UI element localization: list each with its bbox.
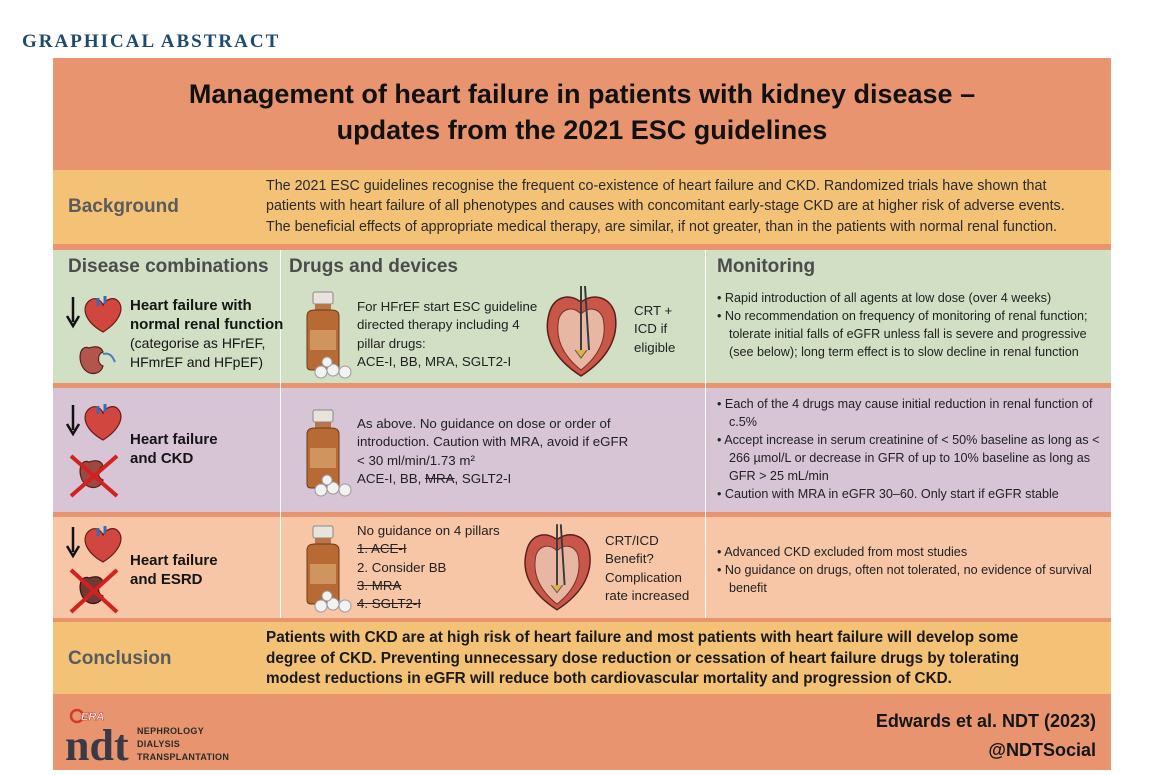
journal-name-line: TRANSPLANTATION: [137, 752, 230, 762]
condition-line: Heart failure with: [130, 297, 252, 314]
monitoring-item: • Caution with MRA in eGFR 30–60. Only start if eGFR stable: [717, 485, 1102, 503]
drug-item: 2. Consider BB: [357, 559, 447, 575]
ndt-wordmark: ndt: [65, 721, 129, 764]
heart-kidney-failed-icon: [65, 522, 125, 614]
condition-subtext: HFmrEF and HFpEF): [130, 354, 264, 370]
graphical-abstract-label: GRAPHICAL ABSTRACT: [22, 31, 281, 52]
heart-kidney-icon: [65, 292, 125, 378]
monitoring-list-esrd: [717, 543, 1102, 597]
drug-line: No guidance on 4 pillars: [357, 523, 500, 538]
journal-name-line: NEPHROLOGY: [137, 726, 205, 736]
drug-line: As above. No guidance on dose or order of: [357, 416, 611, 431]
drug-line: directed therapy including 4: [357, 317, 520, 333]
drug-struck-text: MRA: [424, 470, 455, 486]
condition-line: and CKD: [130, 450, 194, 467]
condition-line: normal renal function: [130, 316, 284, 333]
condition-hf-ckd: [130, 430, 218, 468]
title-line-1: Management of heart failure in patients with kidney disease –: [188, 79, 976, 109]
drug-text-part: , SGLT2-I: [454, 470, 512, 486]
background-line: patients with heart failure of all phenotypes and causes with concomitant early-stage CKD are at higher risk of adverse events.: [266, 198, 1065, 215]
monitoring-list-ckd: [717, 395, 1102, 504]
monitoring-item: • Each of the 4 drugs may cause initial reduction in renal function of c.5%: [717, 395, 1102, 431]
drug-line: pillar drugs:: [357, 335, 426, 351]
footer: [53, 698, 1111, 770]
heart-kidney-crossed-icon: [65, 400, 125, 498]
background-section: [53, 170, 1111, 244]
drug-guidance-normal: [357, 298, 537, 371]
column-header-disease: Disease combinations: [68, 256, 269, 277]
title-line-2: updates from the 2021 ESC guidelines: [336, 115, 828, 145]
device-line: CRT/ICD: [605, 533, 659, 548]
drug-line: For HFrEF start ESC guideline: [357, 299, 538, 314]
condition-hf-normal: [130, 296, 283, 372]
monitoring-item: • No recommendation on frequency of monitoring of renal function; tolerate initial falls of eGFR unless fall is severe and progressive (see below); long term effect is to slow decline in renal function: [717, 307, 1102, 361]
device-guidance-esrd: [605, 532, 689, 605]
monitoring-item: • Accept increase in serum creatinine of < 50% baseline as long as < 266 µmol/L or decrease in GFR of up to 10% baseline as long as GFR > 25 mL/min: [717, 431, 1102, 485]
social-handle[interactable]: @NDTSocial: [988, 740, 1096, 760]
conclusion-section: [53, 622, 1111, 694]
drug-text-part: ACE-I, BB,: [357, 470, 425, 486]
background-line: The 2021 ESC guidelines recognise the frequent co-existence of heart failure and CKD. Randomized trials have shown that: [266, 178, 1047, 194]
conclusion-label: Conclusion: [68, 648, 172, 669]
background-label: Background: [68, 196, 179, 217]
column-header-monitoring: Monitoring: [717, 256, 816, 277]
drug-line: < 30 ml/min/1.73 m²: [357, 452, 475, 468]
monitoring-item: • Advanced CKD excluded from most studies: [717, 543, 1102, 561]
journal-name-line: DIALYSIS: [137, 739, 181, 749]
drug-struck-item: 3. MRA: [357, 577, 402, 593]
medicine-bottle-icon: [299, 524, 355, 614]
device-line: Complication: [605, 569, 682, 585]
era-wordmark: ERA: [81, 711, 105, 723]
drug-guidance-ckd: [357, 415, 628, 488]
drug-struck-item: 1. ACE-I: [357, 541, 407, 557]
column-divider: [705, 250, 706, 618]
device-line: CRT +: [634, 303, 673, 318]
device-line: ICD if: [634, 321, 668, 337]
heart-device-icon: [519, 522, 595, 614]
conclusion-line: modest reductions in eGFR will reduce both cardiovascular mortality and progression of CKD.: [266, 670, 952, 687]
drug-line: [357, 470, 628, 488]
column-header-drugs: Drugs and devices: [289, 256, 458, 277]
drug-line: ACE-I, BB, MRA, SGLT2-I: [357, 353, 512, 369]
citation: Edwards et al. NDT (2023): [875, 711, 1096, 731]
device-line: eligible: [634, 339, 676, 355]
condition-hf-esrd: [130, 551, 218, 589]
device-guidance-normal: [634, 302, 675, 357]
device-line: Benefit?: [605, 551, 654, 567]
conclusion-text: [266, 628, 1096, 690]
background-line: The beneficial effects of appropriate medical therapy, are similar, if not greater, than in the patients with normal renal function.: [266, 218, 1057, 235]
title-block: [53, 58, 1111, 166]
drug-struck-item: 4. SGLT2-I: [357, 596, 422, 612]
conclusion-line: Patients with CKD are at high risk of heart failure and most patients with heart failure will develop some: [266, 629, 1019, 646]
drug-line: introduction. Caution with MRA, avoid if eGFR: [357, 434, 629, 450]
monitoring-item: • Rapid introduction of all agents at low dose (over 4 weeks): [717, 289, 1102, 307]
heart-device-icon: [541, 284, 621, 380]
monitoring-list-normal: [717, 289, 1102, 361]
drug-guidance-esrd: [357, 522, 500, 613]
condition-line: Heart failure: [130, 552, 218, 569]
condition-subtext: (categorise as HFrEF,: [130, 335, 266, 351]
abstract-card: [53, 58, 1111, 770]
background-text: [266, 176, 1101, 237]
monitoring-item: • No guidance on drugs, often not tolerated, no evidence of survival benefit: [717, 561, 1102, 597]
medicine-bottle-icon: [299, 290, 355, 380]
condition-line: and ESRD: [130, 571, 203, 588]
medicine-bottle-icon: [299, 408, 355, 498]
conclusion-line: degree of CKD. Preventing unnecessary dose reduction or cessation of heart failure drugs by tolerating: [266, 649, 1020, 667]
device-line: rate increased: [605, 587, 690, 603]
condition-line: Heart failure: [130, 431, 218, 448]
ndt-era-logo-icon: [63, 704, 137, 764]
